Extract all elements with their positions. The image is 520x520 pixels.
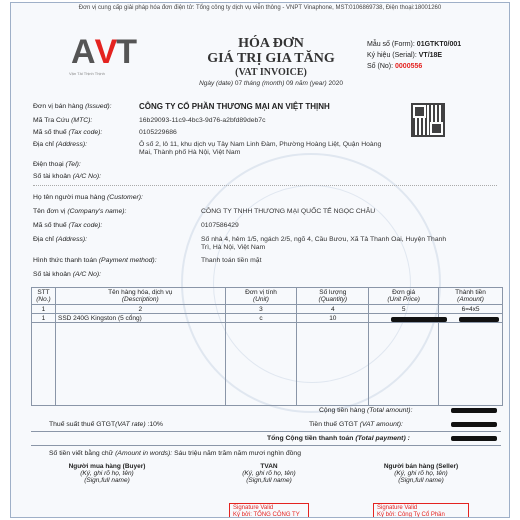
col-header-desc-en: (Description) <box>121 296 159 303</box>
col-header-qty <box>297 288 369 305</box>
form-number <box>367 41 461 48</box>
cell-unit: c <box>225 314 297 323</box>
vat-rate-value: :10% <box>147 421 163 428</box>
stamp2-line2: Ký bởi: Công Ty Cổ Phần <box>377 512 445 518</box>
col-header-unit <box>225 288 297 305</box>
seller-tel-label-vi: Điện thoại <box>33 161 64 168</box>
table-empty-area <box>32 323 503 406</box>
tvan-sign-sub2: (Sign,full name) <box>246 477 292 484</box>
company-logo <box>63 33 143 79</box>
tvan-signature-stamp <box>229 503 309 518</box>
divider <box>31 431 501 432</box>
col-number: 3 <box>225 305 297 314</box>
stamp1-line2: Ký bởi: TỔNG CÔNG TY <box>233 512 300 518</box>
seller-addr-label-vi: Địa chỉ <box>33 141 54 148</box>
amount-words-row <box>49 450 301 457</box>
buyer-tax-row <box>33 222 102 229</box>
cell-no: 1 <box>32 314 56 323</box>
words-value: Sáu triệu năm trăm năm mươi nghìn đồng <box>174 450 301 457</box>
seller-mtc-label-en: (MTC): <box>71 117 93 124</box>
col-header-price <box>369 288 439 305</box>
form-label: Mẫu số (Form): <box>367 41 415 48</box>
invoice-number <box>367 63 422 70</box>
tvan-sign-title: TVAN <box>260 463 278 470</box>
buyer-company-label-vi: Tên đơn vị <box>33 208 66 215</box>
words-label-en: (Amount in words): <box>115 450 173 457</box>
buyer-addr-row <box>33 236 87 243</box>
buyer-company-label-en: (Company's name): <box>67 208 127 215</box>
vat-rate-label-vi: Thuế suất thuế GTGT <box>49 421 116 428</box>
buyer-tax: 0107586429 <box>201 222 239 229</box>
buyer-payment-label-vi: Hình thức thanh toán <box>33 257 97 264</box>
seller-tel-row <box>33 161 81 168</box>
vat-rate-label-en: (VAT rate) <box>115 421 146 428</box>
seller-name-label <box>33 103 112 110</box>
buyer-company: CÔNG TY TNHH THƯƠNG MẠI QUỐC TẾ NGỌC CHÂU <box>201 208 376 215</box>
date-month-label: tháng (month) <box>243 80 285 87</box>
buyer-customer-label-vi: Họ tên người mua hàng <box>33 194 106 201</box>
grand-total-row <box>267 435 410 442</box>
serial-value: VT/18E <box>418 52 443 59</box>
seller-tax-label-vi: Mã số thuế <box>33 129 67 136</box>
buyer-customer-label-en: (Customer): <box>107 194 143 201</box>
total-label-vi: Cộng tiền hàng <box>319 407 366 414</box>
date-day-label: Ngày (date) <box>199 80 234 87</box>
seller-sign-sub1: (Ký, ghi rõ họ, tên) <box>394 470 448 477</box>
buyer-acc-row <box>33 271 101 278</box>
col-header-desc <box>55 288 225 305</box>
seller-signature-stamp <box>373 503 469 518</box>
buyer-payment-label-en: (Payment method): <box>98 257 157 264</box>
serial-label: Ký hiệu (Serial): <box>367 52 417 59</box>
total-label-en: (Total amount): <box>367 407 413 414</box>
seller-acc-label-vi: Số tài khoản <box>33 173 71 180</box>
date-year: 2020 <box>328 80 343 87</box>
col-header-amount <box>439 288 503 305</box>
seller-name: CÔNG TY CỔ PHẦN THƯƠNG MẠI AN VIỆT THỊNH <box>139 102 330 111</box>
qr-code <box>411 103 445 137</box>
table-number-row <box>32 305 503 314</box>
table-header-row <box>32 288 503 305</box>
redacted-total <box>451 408 497 413</box>
tvan-signature <box>209 463 329 484</box>
seller-addr-label-en: (Address): <box>55 141 88 148</box>
divider <box>31 445 501 446</box>
col-number: 1 <box>32 305 56 314</box>
form-value: 01GTKT0/001 <box>416 41 462 48</box>
invoice-sheet <box>10 2 510 518</box>
buyer-sign-sub2: (Sign,full name) <box>84 477 130 484</box>
col-header-qty-en: (Quantity) <box>318 296 348 303</box>
seller-acc-label-en: (A/C No): <box>72 173 102 180</box>
seller-name-label-vi: Đơn vị bán hàng <box>33 103 84 110</box>
divider <box>33 185 497 186</box>
vat-amount-label-vi: Tiền thuế GTGT <box>309 421 358 428</box>
buyer-signature <box>47 463 167 484</box>
col-number: 5 <box>369 305 439 314</box>
seller-mtc-row <box>33 117 92 124</box>
seller-tax-label-en: (Tax code): <box>68 129 103 136</box>
seller-sign-title: Người bán hàng (Seller) <box>383 463 459 470</box>
redacted-price <box>391 317 447 322</box>
date-day: 07 <box>234 80 243 87</box>
seller-addr-row <box>33 141 87 148</box>
stamp2-line1: Signature Valid <box>377 505 418 511</box>
buyer-tax-label-vi: Mã số thuế <box>33 222 67 229</box>
seller-mtc: 16b29093-11c9-4bc3-9d76-a2bfd89deb7c <box>139 117 266 124</box>
col-header-no-vi: STT <box>37 289 50 296</box>
provider-line: Đơn vị cung cấp giải pháp hóa đơn điện tử: Tổng công ty dịch vụ viễn thông - VNPT Vinaphone, MST:0106869738, Điện thoại:18001260 <box>78 5 442 11</box>
vat-amount-row <box>309 421 403 428</box>
buyer-acc-label-en: (A/C No): <box>72 271 102 278</box>
col-header-desc-vi: Tên hàng hóa, dịch vụ <box>108 289 173 296</box>
col-header-amount-vi: Thành tiền <box>455 289 486 296</box>
seller-tel-label-en: (Tel): <box>65 161 81 168</box>
buyer-acc-label-vi: Số tài khoản <box>33 271 71 278</box>
redacted-grand-total <box>451 436 497 441</box>
seller-sign-sub2: (Sign,full name) <box>398 477 444 484</box>
buyer-addr-line1: Số nhà 4, hẻm 1/5, ngách 2/5, ngõ 4, Cầu Bươu, Xã Tả Thanh Oai, Huyện Thanh <box>201 236 447 243</box>
invoice-subtitle: GIÁ TRỊ GIA TĂNG <box>207 51 335 66</box>
buyer-payment: Thanh toán tiền mặt <box>201 257 262 264</box>
no-label: Số (No): <box>367 63 394 70</box>
date-year-label: năm (year) <box>295 80 327 87</box>
seller-tax: 0105229686 <box>139 129 177 136</box>
redacted-vat <box>451 422 497 427</box>
date-month: 09 <box>286 80 294 87</box>
seller-addr-line1: Ô số 2, lô 11, khu dịch vụ Tây Nam Linh Đàm, Phường Hoàng Liệt, Quận Hoàng <box>139 141 382 148</box>
logo-tagline: Vận Tải Thịnh Thịnh <box>69 71 105 76</box>
buyer-sign-title: Người mua hàng (Buyer) <box>68 463 146 470</box>
vat-amount-label-en: (VAT amount): <box>359 421 403 428</box>
seller-acc-row <box>33 173 101 180</box>
seller-addr-line2: Mai, Thành phố Hà Nội, Việt Nam <box>139 149 241 156</box>
invoice-date <box>161 80 381 87</box>
col-header-no-en: (No.) <box>36 296 51 303</box>
buyer-payment-row <box>33 257 157 264</box>
cell-desc: SSD 240G Kingston (5 cổng) <box>55 314 225 323</box>
buyer-tax-label-en: (Tax code): <box>68 222 103 229</box>
no-value: 0000556 <box>395 63 423 70</box>
invoice-title-en: (VAT INVOICE) <box>235 67 307 78</box>
cell-qty: 10 <box>297 314 369 323</box>
col-header-amount-en: (Amount) <box>457 296 484 303</box>
col-header-price-en: (Unit Price) <box>387 296 420 303</box>
col-header-qty-vi: Số lượng <box>319 289 347 296</box>
seller-name-row <box>33 103 112 110</box>
col-number: 4 <box>297 305 369 314</box>
grand-total-label-en: (Total payment) : <box>355 435 410 442</box>
grand-total-label-vi: Tổng Cộng tiền thanh toán <box>267 435 354 442</box>
stamp1-line1: Signature Valid <box>233 505 274 511</box>
buyer-sign-sub1: (Ký, ghi rõ họ, tên) <box>80 470 134 477</box>
buyer-addr-label-vi: Địa chỉ <box>33 236 54 243</box>
invoice-title: HÓA ĐƠN <box>238 36 304 51</box>
serial-number <box>367 52 442 59</box>
col-number: 6=4x5 <box>439 305 503 314</box>
seller-tax-row <box>33 129 102 136</box>
vat-rate-row <box>49 421 163 428</box>
buyer-addr-line2: Trì, Hà Nội, Việt Nam <box>201 244 266 251</box>
col-header-no <box>32 288 56 305</box>
total-amount-row <box>319 407 412 414</box>
logo-text: AVT <box>71 33 137 71</box>
seller-signature <box>361 463 481 484</box>
seller-name-label-en: (Issued): <box>85 103 112 110</box>
redacted-amount <box>459 317 499 322</box>
col-header-unit-vi: Đơn vị tính <box>245 289 277 296</box>
buyer-addr-label-en: (Address): <box>55 236 88 243</box>
col-header-price-vi: Đơn giá <box>392 289 416 296</box>
tvan-sign-sub1: (Ký, ghi rõ họ, tên) <box>242 470 296 477</box>
words-label-vi: Số tiền viết bằng chữ <box>49 450 114 457</box>
buyer-customer-row <box>33 194 143 201</box>
col-header-unit-en: (Unit) <box>253 296 269 303</box>
col-number: 2 <box>55 305 225 314</box>
items-table <box>31 287 503 406</box>
buyer-company-row <box>33 208 126 215</box>
seller-mtc-label-vi: Mã Tra Cứu <box>33 117 70 124</box>
